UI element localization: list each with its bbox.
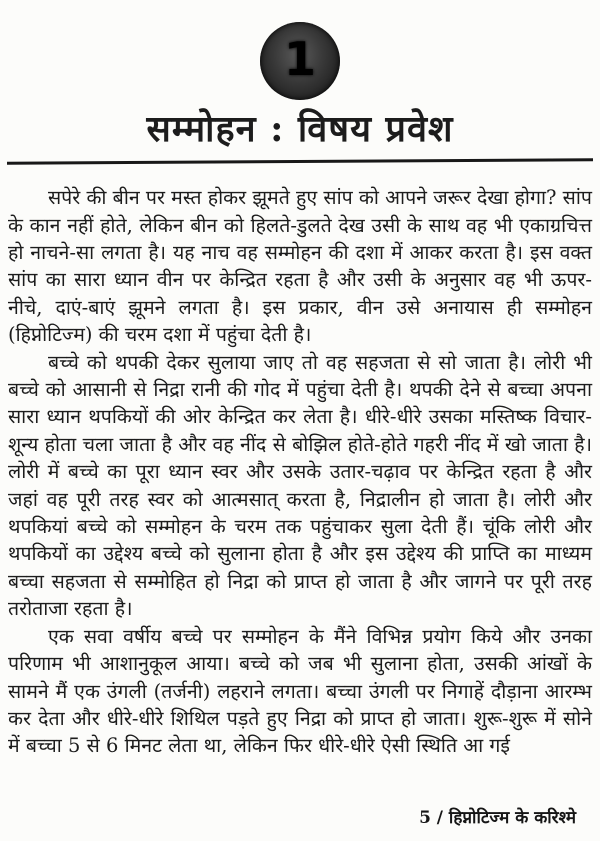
body-paragraph: सपेरे की बीन पर मस्त होकर झूमते हुए सांप को आपने जरूर देखा होगा? सांप के कान नहीं होते, लेकिन बीन को हिलते-डुलते देख उसी के साथ वह भी एकाग्रचित्त हो नाचने-सा लगता है। यह नाच वह सम्मोहन की दशा में आकर करता है। इस वक्त सांप का सारा ध्यान वीन पर केन्द्रित रहता है और उसी के अनुसार वह भी ऊपर-नीचे, दाएं-बाएं झूमने लगता है। इस प्रकार, वीन उसे अनायास ही सम्मोहन (हिप्नोटिज्म) की चरम दशा में पहुंचा देती है। [8, 186, 592, 347]
page-title: सम्मोहन : विषय प्रवेश [146, 108, 454, 150]
body-paragraph: एक सवा वर्षीय बच्चे पर सम्मोहन के मैंने विभिन्न प्रयोग किये और उनका परिणाम भी आशानुकूल आया। बच्चे को जब भी सुलाना होता, उसकी आंखों के सामने मैं एक उंगली (तर्जनी) लहराने लगता। बच्चा उंगली पर निगाहें दौड़ाना आरम्भ कर देता और धीरे-धीरे शिथिल पड़ते हुए निद्रा को प्राप्त हो जाता। शुरू-शुरू में सोने में बच्चा 5 से 6 मिनट लेता था, लेकिन फिर धीरे-धीरे ऐसी स्थिति आ गई [8, 624, 592, 758]
page-footer: 5 / हिप्नोटिज्म के करिश्मे [419, 808, 576, 828]
body-text [0, 163, 600, 760]
chapter-number-badge [260, 22, 340, 100]
body-paragraph: बच्चे को थपकी देकर सुलाया जाए तो वह सहजता से सो जाता है। लोरी भी बच्चे को आसानी से निद्रा रानी की गोद में पहुंचा देती है। थपकी देने से बच्चा अपना सारा ध्यान थपकियों की ओर केन्द्रित कर लेता है। धीरे-धीरे उसका मस्तिष्क विचार-शून्य होता चला जाता है और वह नींद से बोझिल होते-होते गहरी नींद में खो जाता है। लोरी में बच्चे का पूरा ध्यान स्वर और उसके उतार-चढ़ाव पर केन्द्रित रहता है और जहां वह पूरी तरह स्वर को आत्मसात् करता है, निद्रालीन हो जाता है। लोरी और थपकियां बच्चे को सम्मोहन के चरम तक पहुंचाकर सुला देती हैं। चूंकि लोरी और थपकियों का उद्देश्य बच्चे को सुलाना होता है और इस उद्देश्य की प्राप्ति का माध्यम बच्चा सहजता से सम्मोहित हो निद्रा को प्राप्त हो जाता है और जागने पर पूरी तरह तरोताजा रहता है। [8, 350, 592, 621]
chapter-number: 1 [283, 32, 316, 86]
